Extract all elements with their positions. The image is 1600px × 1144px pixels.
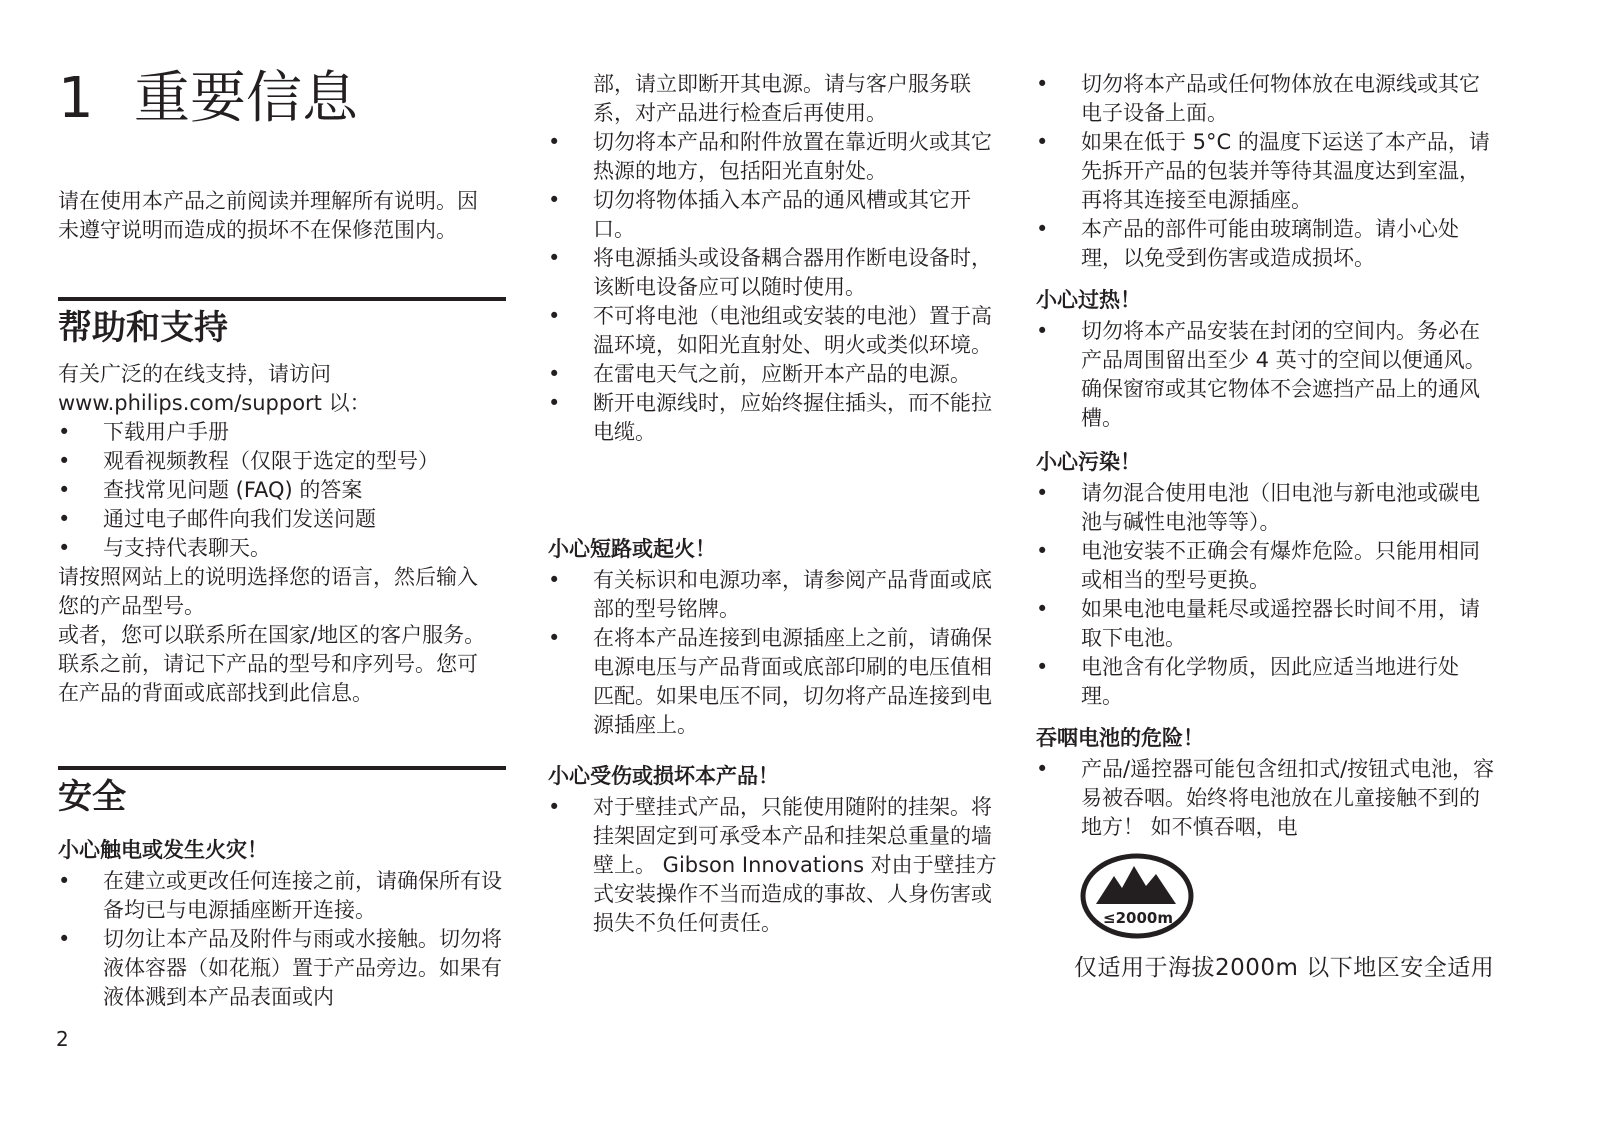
shock-continued [548, 70, 1000, 447]
swallow-list [1036, 755, 1496, 842]
bullet: • [58, 869, 71, 893]
bullet: • [548, 568, 561, 592]
support-lead-2: www.philips.com/support 以： [58, 391, 371, 415]
intro-paragraph: 请在使用本产品之前阅读并理解所有说明。因未遵守说明而造成的损坏不在保修范围内。 [58, 189, 478, 242]
pollution-heading: 小心污染！ [1036, 450, 1141, 474]
list-item: • 下载用户手册 [58, 418, 508, 447]
shock-list [58, 867, 508, 1012]
pollution-section [1036, 448, 1496, 711]
list-item: • 在雷电天气之前，应断开本产品的电源。 [548, 360, 1000, 389]
page-number: 2 [56, 1027, 69, 1051]
list-item: • 将电源插头或设备耦合器用作断电设备时，该断电设备应可以随时使用。 [548, 246, 992, 299]
bullet: • [1036, 481, 1049, 505]
bullet: • [1036, 539, 1049, 563]
injury-continued [1036, 70, 1496, 273]
list-item: • 本产品的部件可能由玻璃制造。请小心处理，以免受到伤害或造成损坏。 [1036, 217, 1459, 270]
list-item: • 在建立或更改任何连接之前，请确保所有设备均已与电源插座断开连接。 [58, 869, 502, 922]
list-item: • 如果电池电量耗尽或遥控器长时间不用，请取下电池。 [1036, 597, 1480, 650]
shock-heading: 小心触电或发生火灾！ [58, 838, 268, 862]
injury-heading: 小心受伤或损坏本产品！ [548, 764, 779, 788]
shock-more-list [548, 128, 1000, 447]
list-item: • 电池含有化学物质，因此应适当地进行处理。 [1036, 655, 1459, 708]
overheat-section [1036, 286, 1496, 433]
shock-continuation: 部，请立即断开其电源。请与客户服务联系，对产品进行检查后再使用。 [593, 72, 971, 125]
list-item: • 不可将电池（电池组或安装的电池）置于高温环境，如阳光直射处、明火或类似环境。 [548, 304, 992, 357]
list-item: • 断开电源线时，应始终握住插头，而不能拉电缆。 [548, 391, 992, 444]
support-divider [58, 297, 506, 301]
safety-divider [58, 766, 506, 770]
list-item: • 切勿将本产品安装在封闭的空间内。务必在产品周围留出至少 4 英寸的空间以便通风。确保窗帘或其它物体不会遮挡产品上的通风槽。 [1036, 319, 1486, 430]
bullet: • [1036, 597, 1049, 621]
swallow-heading: 吞咽电池的危险！ [1036, 726, 1204, 750]
bullet: • [58, 927, 71, 951]
overheat-heading: 小心过热！ [1036, 288, 1141, 312]
injury-list [548, 793, 1000, 938]
support-paragraph-2: 或者，您可以联系所在国家/地区的客户服务。联系之前，请记下产品的型号和序列号。您可在产品的背面或底部找到此信息。 [58, 623, 486, 705]
bullet: • [1036, 72, 1049, 96]
altitude-badge-label: ≤2000m [1103, 909, 1173, 927]
bullet: • [1036, 319, 1049, 343]
list-item: • 切勿让本产品及附件与雨或水接触。切勿将液体容器（如花瓶）置于产品旁边。如果有液体溅到本产品表面或内 [58, 927, 502, 1009]
support-list [58, 418, 508, 563]
support-heading: 帮助和支持 [58, 308, 228, 348]
list-item: • 查找常见问题 (FAQ) 的答案 [58, 476, 508, 505]
list-item: • 产品/遥控器可能包含纽扣式/按钮式电池，容易被吞咽。始终将电池放在儿童接触不到的地方！ 如不慎吞咽，电 [1036, 757, 1495, 839]
support-section [58, 360, 508, 708]
list-item: • 切勿将本产品或任何物体放在电源线或其它电子设备上面。 [1036, 72, 1480, 125]
bullet: • [1036, 655, 1049, 679]
altitude-mountain-icon [1080, 852, 1194, 940]
bullet: • [58, 420, 71, 444]
bullet: • [58, 478, 71, 502]
bullet: • [1036, 757, 1049, 781]
bullet: • [1036, 217, 1049, 241]
list-item: • 观看视频教程（仅限于选定的型号） [58, 447, 508, 476]
list-item: • 请勿混合使用电池（旧电池与新电池或碳电池与碱性电池等等）。 [1036, 481, 1480, 534]
bullet: • [548, 130, 561, 154]
swallow-section [1036, 724, 1496, 842]
list-item: • 如果在低于 5°C 的温度下运送了本产品，请先拆开产品的包装并等待其温度达到室温，再将其连接至电源插座。 [1036, 130, 1490, 212]
injury-section [548, 762, 1000, 938]
chapter-title: 重要信息 [134, 66, 358, 131]
bullet: • [548, 391, 561, 415]
support-lead-1: 有关广泛的在线支持，请访问 [58, 362, 331, 386]
bullet: • [548, 626, 561, 650]
overheat-list [1036, 317, 1496, 433]
pollution-list [1036, 479, 1496, 711]
bullet: • [548, 246, 561, 270]
bullet: • [548, 304, 561, 328]
list-item: • 与支持代表聊天。 [58, 534, 508, 563]
bullet: • [58, 449, 71, 473]
bullet: • [58, 536, 71, 560]
list-item: • 通过电子邮件向我们发送问题 [58, 505, 508, 534]
list-item: • 有关标识和电源功率，请参阅产品背面或底部的型号铭牌。 [548, 568, 992, 621]
list-item: • 切勿将物体插入本产品的通风槽或其它开口。 [548, 188, 971, 241]
bullet: • [548, 795, 561, 819]
bullet: • [548, 362, 561, 386]
shock-section [58, 836, 508, 1012]
list-item: • 切勿将本产品和附件放置在靠近明火或其它热源的地方，包括阳光直射处。 [548, 130, 992, 183]
list-item: • 对于壁挂式产品，只能使用随附的挂架。将挂架固定到可承受本产品和挂架总重量的墙壁上。 Gibson Innovations 对由于壁挂方式安装操作不当而造成的事故、人身伤害或损失不负任何责任。 [548, 795, 997, 935]
support-paragraph-1: 请按照网站上的说明选择您的语言，然后输入您的产品型号。 [58, 565, 478, 618]
short-circuit-section [548, 535, 1000, 740]
altitude-caption: 仅适用于海拔2000m 以下地区安全适用 [1074, 955, 1495, 981]
list-item: • 电池安装不正确会有爆炸危险。只能用相同或相当的型号更换。 [1036, 539, 1480, 592]
chapter-number: 1 [58, 66, 94, 131]
chapter-heading [58, 64, 358, 134]
short-circuit-heading: 小心短路或起火！ [548, 537, 716, 561]
bullet: • [1036, 130, 1049, 154]
safety-heading: 安全 [58, 777, 126, 817]
bullet: • [58, 507, 71, 531]
injury-more-list [1036, 70, 1496, 273]
list-item: • 在将本产品连接到电源插座上之前，请确保电源电压与产品背面或底部印刷的电压值相匹配。如果电压不同，切勿将产品连接到电源插座上。 [548, 626, 992, 737]
bullet: • [548, 188, 561, 212]
short-circuit-list [548, 566, 1000, 740]
